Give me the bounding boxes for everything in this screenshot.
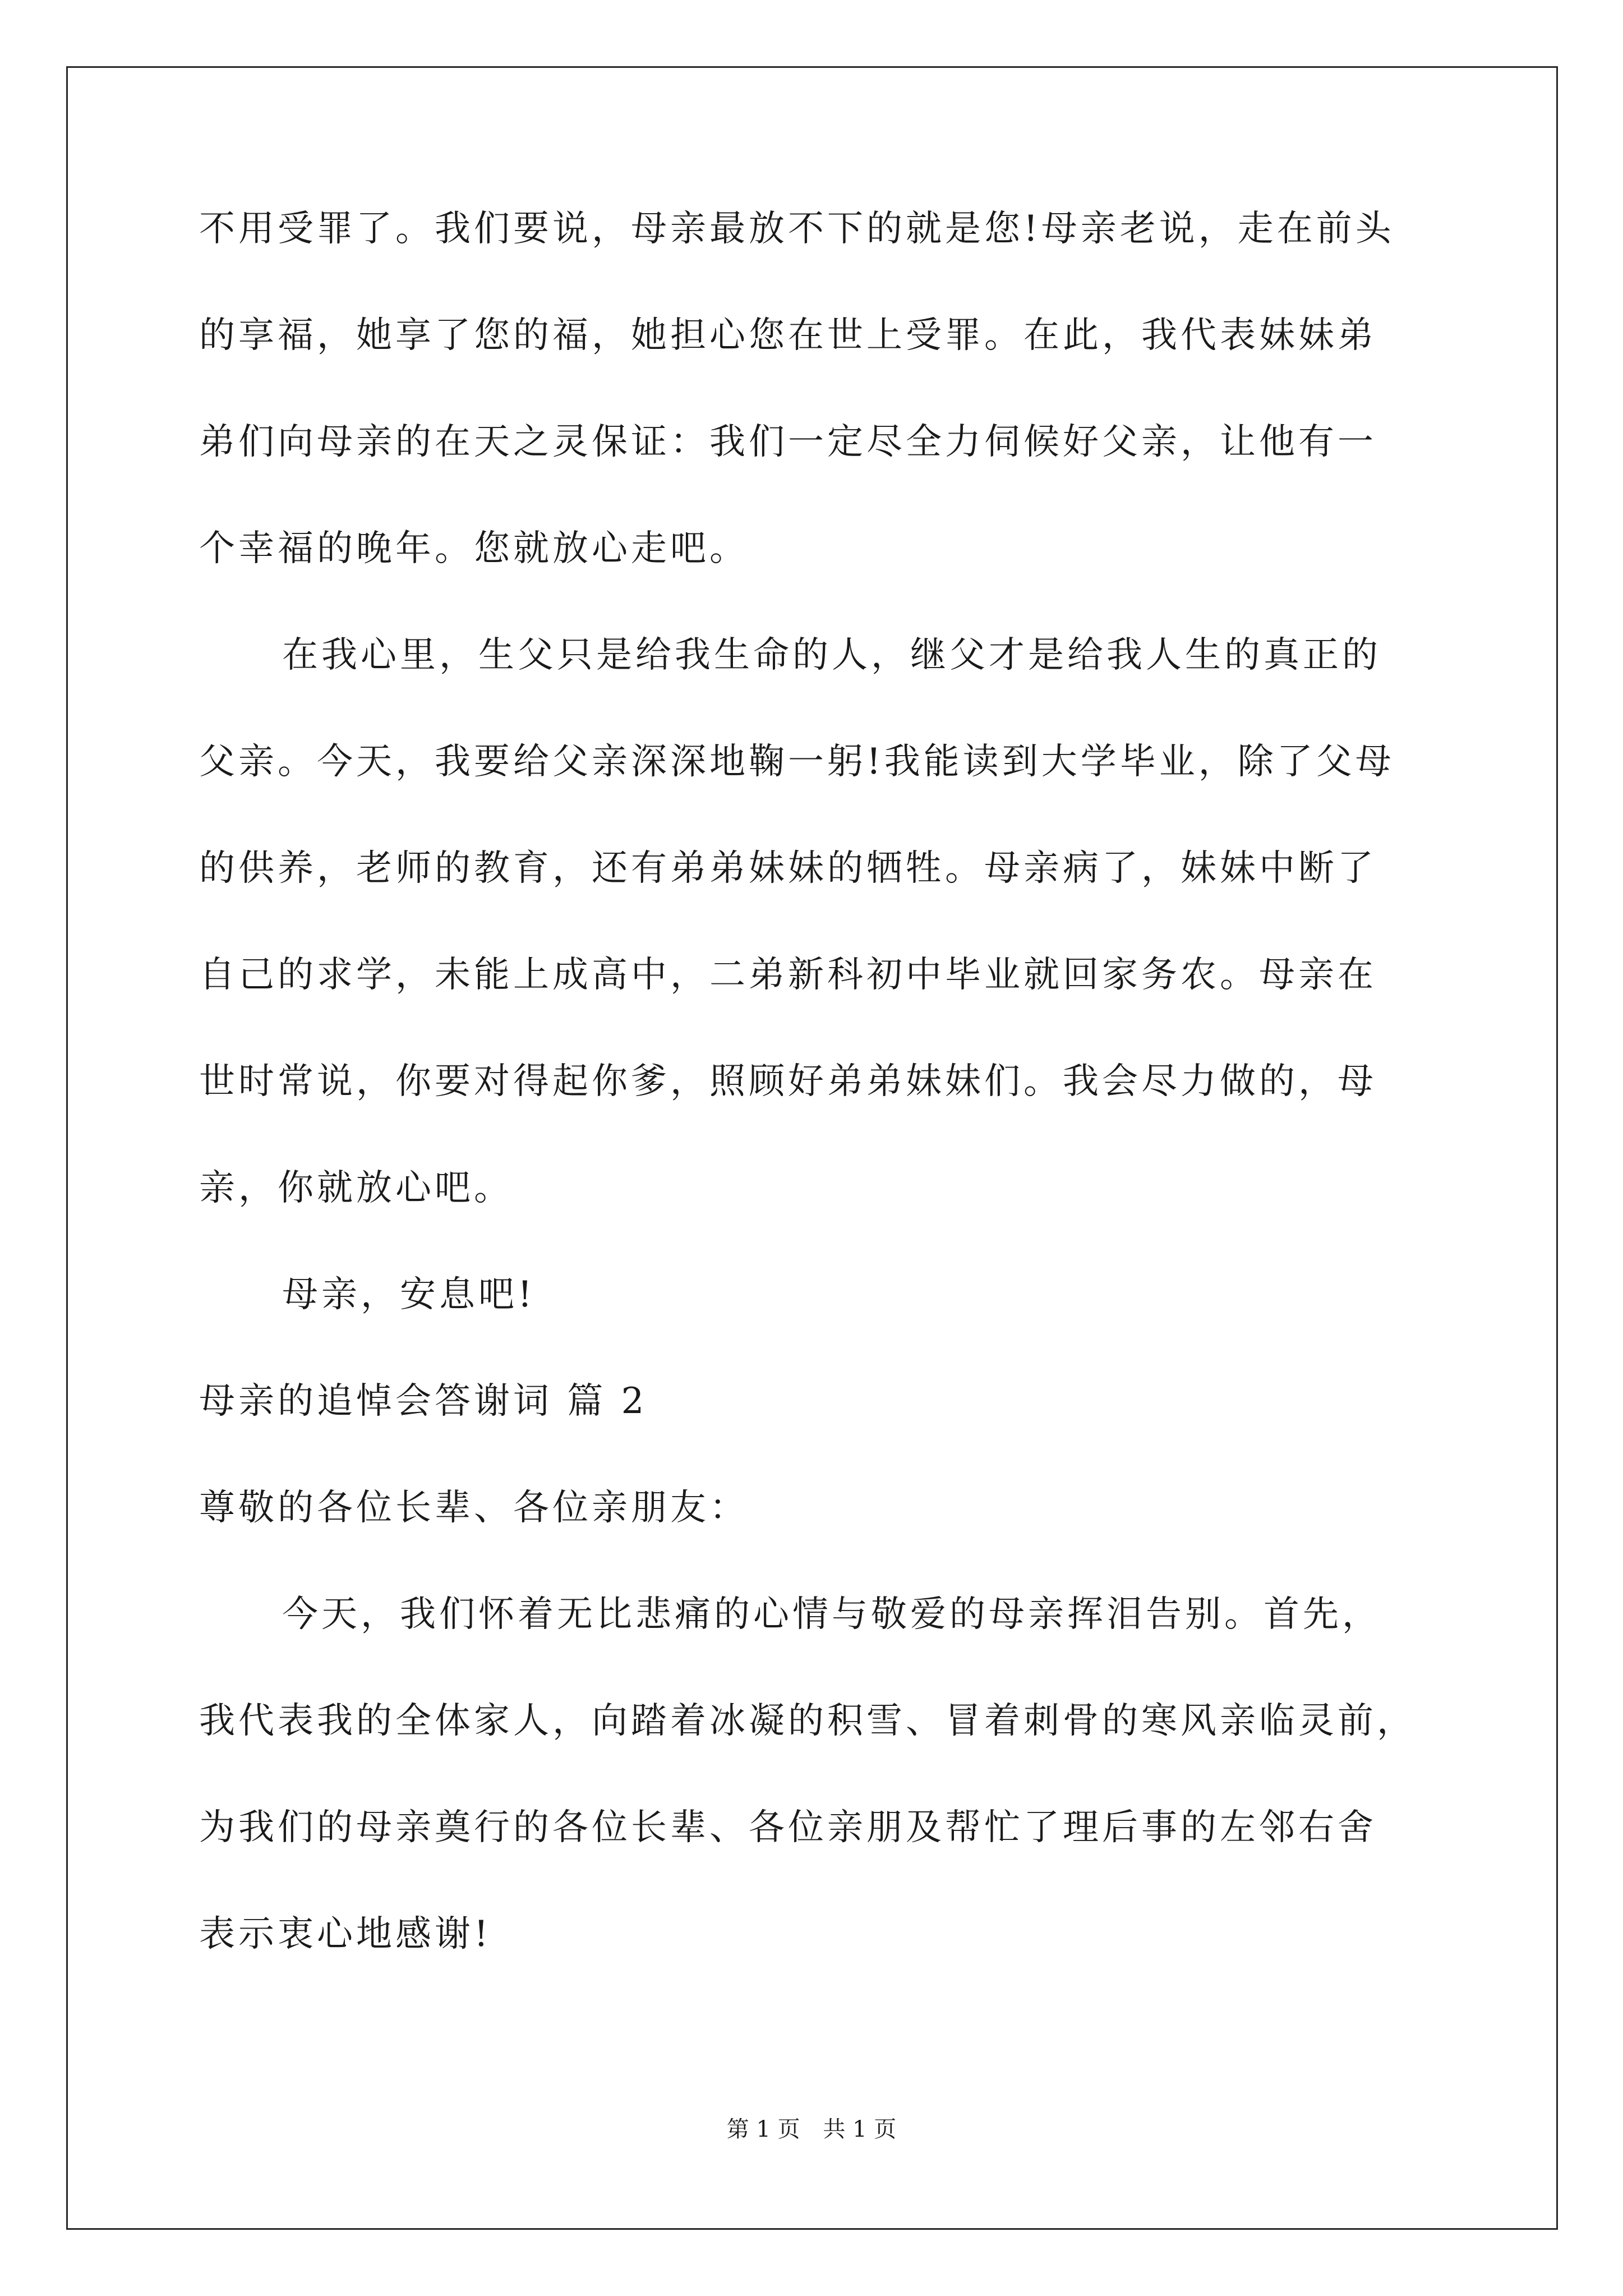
body-line: 的享福，她享了您的福，她担心您在世上受罪。在此，我代表妹妹弟 (199, 315, 1377, 356)
page-number-total: 共 1 页 (823, 2116, 897, 2142)
body-line: 表示衷心地感谢! (199, 1913, 492, 1955)
salutation-line: 尊敬的各位长辈、各位亲朋友： (199, 1487, 749, 1529)
page-number-current: 第 1 页 (726, 2116, 800, 2142)
paragraph-start-line: 母亲，安息吧! (282, 1274, 536, 1315)
body-line: 的供养，老师的教育，还有弟弟妹妹的牺牲。母亲病了，妹妹中断了 (199, 848, 1377, 889)
body-line: 个幸福的晚年。您就放心走吧。 (199, 528, 749, 569)
body-line: 父亲。今天，我要给父亲深深地鞠一躬!我能读到大学毕业，除了父母 (199, 741, 1395, 783)
body-line: 自己的求学，未能上成高中，二弟新科初中毕业就回家务农。母亲在 (199, 954, 1377, 996)
body-line: 弟们向母亲的在天之灵保证：我们一定尽全力伺候好父亲，让他有一 (199, 421, 1377, 463)
body-line: 我代表我的全体家人，向踏着冰凝的积雪、冒着刺骨的寒风亲临灵前， (199, 1700, 1416, 1742)
body-line: 亲，你就放心吧。 (199, 1167, 513, 1209)
section-heading: 母亲的追悼会答谢词 篇 2 (199, 1381, 648, 1422)
body-line: 世时常说，你要对得起你爹，照顾好弟弟妹妹们。我会尽力做的，母 (199, 1061, 1377, 1102)
page-footer (0, 2114, 1623, 2145)
page-border (66, 66, 1558, 2230)
paragraph-start-line: 今天，我们怀着无比悲痛的心情与敬爱的母亲挥泪告别。首先， (282, 1594, 1381, 1635)
body-line: 为我们的母亲奠行的各位长辈、各位亲朋及帮忙了理后事的左邻右舍 (199, 1807, 1377, 1848)
body-line: 不用受罪了。我们要说，母亲最放不下的就是您!母亲老说，走在前头 (199, 208, 1395, 250)
paragraph-start-line: 在我心里，生父只是给我生命的人，继父才是给我人生的真正的 (282, 634, 1381, 676)
